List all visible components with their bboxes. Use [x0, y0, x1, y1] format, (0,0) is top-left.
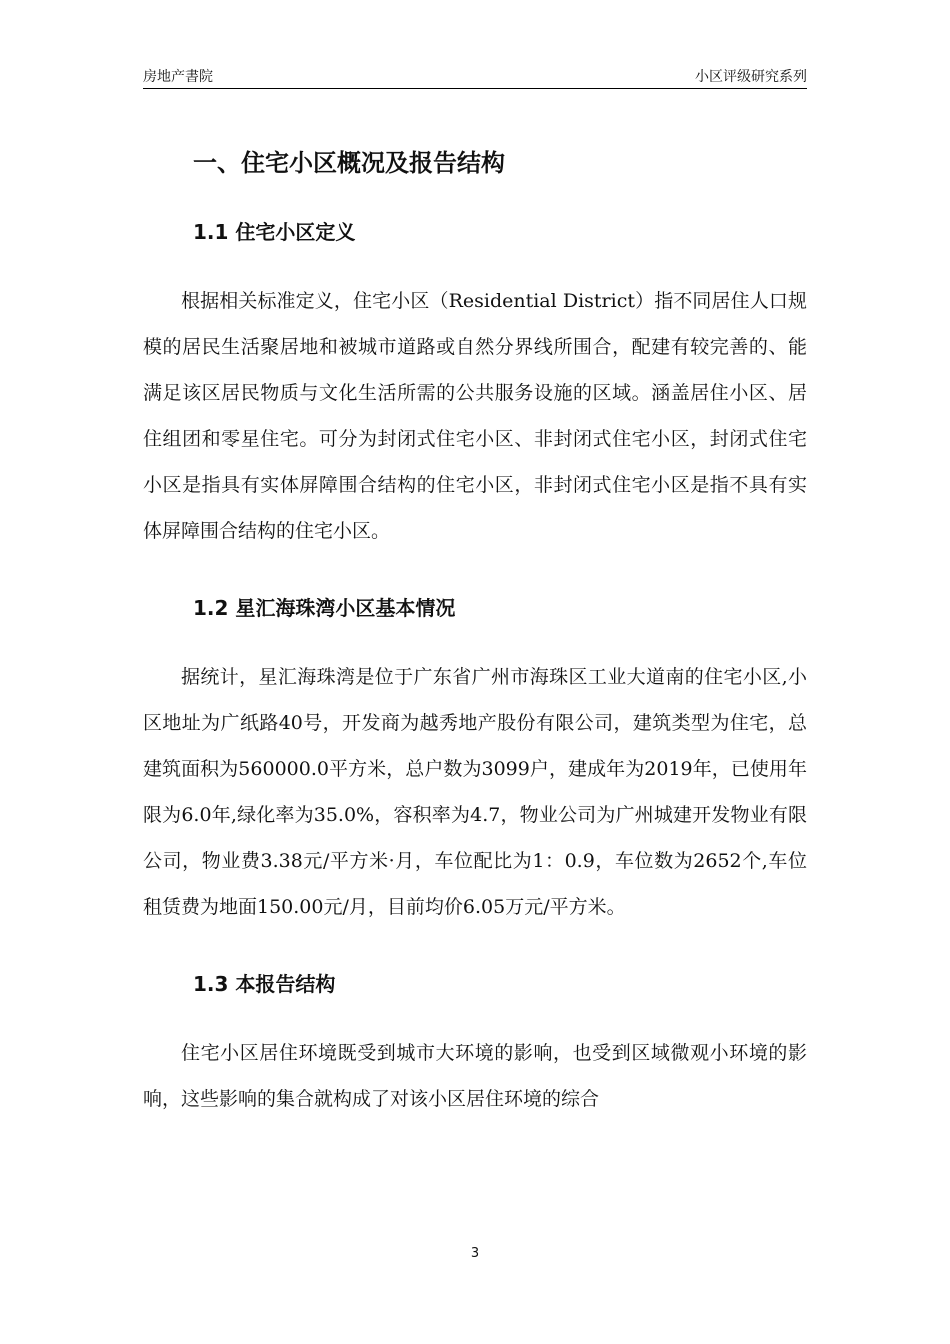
section-heading: 一、住宅小区概况及报告结构 [193, 149, 505, 177]
paragraph-report-structure: 住宅小区居住环境既受到城市大环境的影响，也受到区域微观小环境的影响，这些影响的集合就构成了对该小区居住环境的综合 [143, 1042, 807, 1110]
paragraph-definition: 根据相关标准定义，住宅小区（Residential District）指不同居住人口规模的居民生活聚居地和被城市道路或自然分界线所围合，配建有较完善的、能满足该区居民物质与文化生活所需的公共服务设施的区域。涵盖居住小区、居住组团和零星住宅。可分为封闭式住宅小区、非封闭式住宅小区，封闭式住宅小区是指具有实体屏障围合结构的住宅小区，非封闭式住宅小区是指不具有实体屏障围合结构的住宅小区。 [143, 290, 807, 542]
header-series-title: 小区评级研究系列 [695, 69, 807, 85]
header-publisher: 房地产書院 [143, 69, 213, 85]
running-header [143, 66, 807, 88]
subsection-heading-1-2: 1.2 星汇海珠湾小区基本情况 [193, 596, 456, 620]
subsection-heading-1-3: 1.3 本报告结构 [193, 972, 336, 996]
paragraph-basic-info: 据统计，星汇海珠湾是位于广东省广州市海珠区工业大道南的住宅小区,小区地址为广纸路40号，开发商为越秀地产股份有限公司，建筑类型为住宅，总建筑面积为560000.0平方米，总户数为3099户，建成年为2019年，已使用年限为6.0年,绿化率为35.0%，容积率为4.7，物业公司为广州城建开发物业有限公司，物业费3.38元/平方米·月，车位配比为1：0.9，车位数为2652个,车位租赁费为地面150.00元/月，目前均价6.05万元/平方米。 [143, 666, 807, 918]
page-number: 3 [470, 1246, 480, 1261]
header-divider [143, 88, 807, 89]
subsection-heading-1-1: 1.1 住宅小区定义 [193, 220, 356, 244]
main-content [143, 140, 807, 1122]
